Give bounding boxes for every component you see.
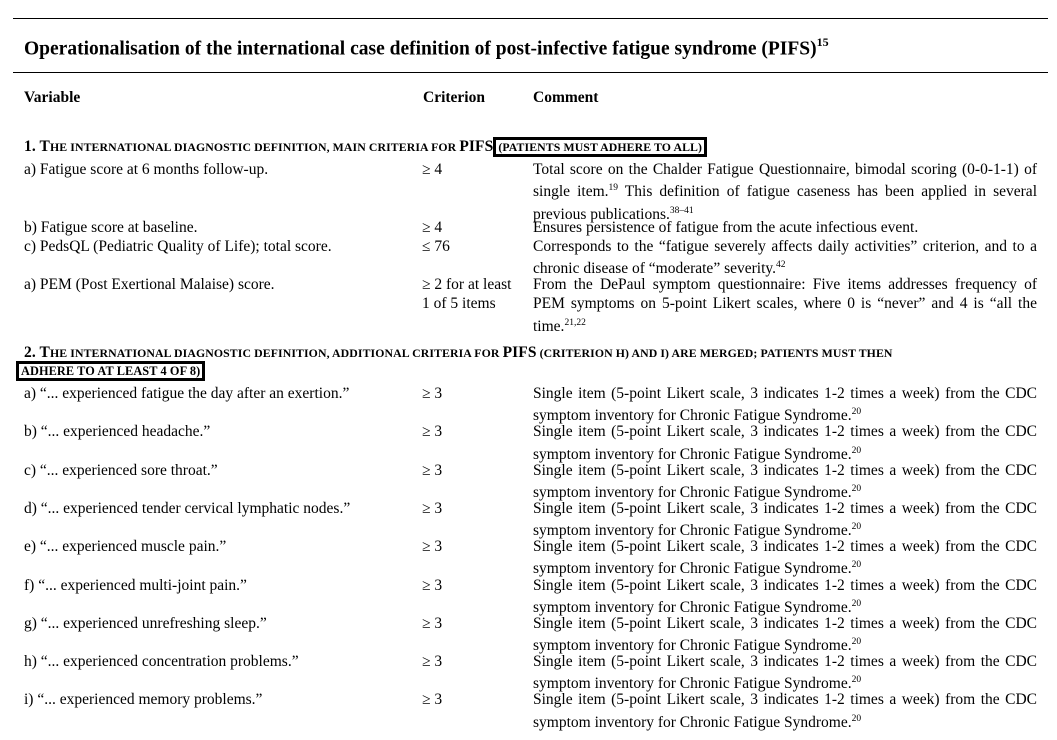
criterion-cell: ≥ 3 xyxy=(422,538,443,556)
comment-cell xyxy=(533,576,1037,618)
variable-cell: d) “... experienced tender cervical lymphatic nodes.” xyxy=(24,499,351,517)
comment-text: Corresponds to the “fatigue severely affects daily activities” criterion, and to a chronic disease of “moderate” severity. xyxy=(533,238,1037,278)
comment-ref: 20 xyxy=(851,407,862,418)
comment-text: Total score on the Chalder Fatigue Questionnaire, bimodal scoring (0-0-1-1) of single item. xyxy=(533,161,1037,201)
comment-cell: Ensures persistence of fatigue from the acute infectious event. xyxy=(533,219,919,236)
comment-text: Single item (5-point Likert scale, 3 indicates 1-2 times a week) from the CDC symptom inventory for Chronic Fatigue Syndrome. xyxy=(533,614,1037,655)
comment-cell xyxy=(533,160,1037,224)
criterion-cell: ≥ 3 xyxy=(422,576,443,594)
criterion-cell: ≥ 4 xyxy=(422,161,443,178)
comment-cell xyxy=(533,275,1037,336)
comment-text: Single item (5-point Likert scale, 3 indicates 1-2 times a week) from the CDC symptom inventory for Chronic Fatigue Syndrome. xyxy=(533,691,1037,731)
section1-heading-text: HE INTERNATIONAL DIAGNOSTIC DEFINITION, MAIN CRITERIA FOR xyxy=(49,140,460,154)
variable-cell: g) “... experienced unrefreshing sleep.” xyxy=(24,614,267,632)
comment-text: Single item (5-point Likert scale, 3 indicates 1-2 times a week) from the CDC symptom inventory for Chronic Fatigue Syndrome. xyxy=(533,385,1037,425)
section1-heading xyxy=(24,138,707,156)
comment-cell xyxy=(533,499,1037,541)
criterion-cell: ≥ 3 xyxy=(422,653,443,671)
variable-cell: a) Fatigue score at 6 months follow-up. xyxy=(24,161,269,178)
comment-ref: 20 xyxy=(851,598,862,609)
comment-text-2: This definition of fatigue caseness has been applied in several previous publications. xyxy=(533,183,1037,223)
criterion-cell: ≤ 76 xyxy=(422,238,450,255)
variable-cell: c) PedsQL (Pediatric Quality of Life); total score. xyxy=(24,238,332,255)
criterion-cell: ≥ 3 xyxy=(422,691,443,709)
comment-ref: 20 xyxy=(851,675,862,686)
variable-cell: f) “... experienced multi-joint pain.” xyxy=(24,576,247,594)
variable-cell: i) “... experienced memory problems.” xyxy=(24,691,263,709)
column-header-variable: Variable xyxy=(24,89,81,106)
variable-cell: c) “... experienced sore throat.” xyxy=(24,461,218,479)
section2-heading-text-2: (CRITERION H) AND I) ARE MERGED; PATIENTS MUST THEN xyxy=(536,346,893,360)
comment-cell xyxy=(533,422,1037,464)
table-title xyxy=(24,36,829,61)
variable-cell: a) PEM (Post Exertional Malaise) score. xyxy=(24,276,275,293)
criterion-cell: ≥ 3 xyxy=(422,461,443,479)
title-text: Operationalisation of the international case definition of post-infective fatigue syndrome (PIFS) xyxy=(24,38,817,60)
section2-boxed-line xyxy=(16,363,205,380)
section2-pifs: PIFS xyxy=(502,344,537,361)
section2-heading-text: HE INTERNATIONAL DIAGNOSTIC DEFINITION, ADDITIONAL CRITERIA FOR xyxy=(49,346,503,360)
variable-cell: b) Fatigue score at baseline. xyxy=(24,219,198,236)
comment-ref: 20 xyxy=(851,483,862,494)
comment-cell xyxy=(533,461,1037,503)
comment-text: Single item (5-point Likert scale, 3 indicates 1-2 times a week) from the CDC symptom inventory for Chronic Fatigue Syndrome. xyxy=(533,461,1037,502)
comment-text: Single item (5-point Likert scale, 3 indicates 1-2 times a week) from the CDC symptom inventory for Chronic Fatigue Syndrome. xyxy=(533,653,1037,693)
comment-text: Single item (5-point Likert scale, 3 indicates 1-2 times a week) from the CDC symptom inventory for Chronic Fatigue Syndrome. xyxy=(533,538,1037,578)
comment-ref: 20 xyxy=(851,637,862,648)
comment-ref: 20 xyxy=(851,713,862,724)
comment-cell xyxy=(533,237,1037,279)
section1-lead: 1. T xyxy=(24,138,50,155)
comment-cell xyxy=(533,614,1037,656)
comment-ref: 19 xyxy=(608,183,619,194)
section2-lead: 2. T xyxy=(24,344,50,361)
comment-text: From the DePaul symptom questionnaire: Five items addresses frequency of PEM symptoms on 5-point Likert scales, where 0 is “never” and 4 is “all the time. xyxy=(533,276,1037,335)
comment-ref-2: 38–41 xyxy=(669,205,694,216)
section2-boxed-note: ADHERE TO AT LEAST 4 OF 8) xyxy=(16,361,205,381)
comment-cell xyxy=(533,652,1037,694)
criterion-cell: ≥ 2 for at least 1 of 5 items xyxy=(422,276,512,313)
section2-heading xyxy=(24,344,893,362)
variable-cell: a) “... experienced fatigue the day after an exertion.” xyxy=(24,385,350,402)
comment-ref: 20 xyxy=(851,522,862,533)
comment-text: Single item (5-point Likert scale, 3 indicates 1-2 times a week) from the CDC symptom inventory for Chronic Fatigue Syndrome. xyxy=(533,423,1037,463)
comment-ref: 20 xyxy=(851,560,862,571)
column-header-comment: Comment xyxy=(533,89,599,106)
variable-cell: e) “... experienced muscle pain.” xyxy=(24,538,227,556)
criterion-cell: ≥ 3 xyxy=(422,423,443,441)
top-rule xyxy=(13,18,1048,19)
section1-pifs: PIFS xyxy=(459,138,494,155)
comment-cell xyxy=(533,690,1037,732)
variable-cell: h) “... experienced concentration problems.” xyxy=(24,653,299,671)
criterion-cell: ≥ 4 xyxy=(422,219,443,236)
criterion-cell: ≥ 3 xyxy=(422,385,443,402)
comment-text: Single item (5-point Likert scale, 3 indicates 1-2 times a week) from the CDC symptom inventory for Chronic Fatigue Syndrome. xyxy=(533,499,1037,540)
section1-boxed-note: (PATIENTS MUST ADHERE TO ALL) xyxy=(493,137,707,157)
comment-ref: 42 xyxy=(776,260,786,271)
criterion-cell: ≥ 3 xyxy=(422,499,443,517)
title-rule xyxy=(13,72,1048,73)
variable-cell: b) “... experienced headache.” xyxy=(24,423,211,441)
criterion-cell: ≥ 3 xyxy=(422,614,443,632)
comment-ref: 21,22 xyxy=(564,317,586,328)
column-header-criterion: Criterion xyxy=(423,89,485,106)
comment-cell xyxy=(533,537,1037,579)
title-ref: 15 xyxy=(816,35,829,49)
comment-text: Single item (5-point Likert scale, 3 indicates 1-2 times a week) from the CDC symptom inventory for Chronic Fatigue Syndrome. xyxy=(533,576,1037,616)
comment-ref: 20 xyxy=(851,445,862,456)
comment-cell xyxy=(533,384,1037,426)
